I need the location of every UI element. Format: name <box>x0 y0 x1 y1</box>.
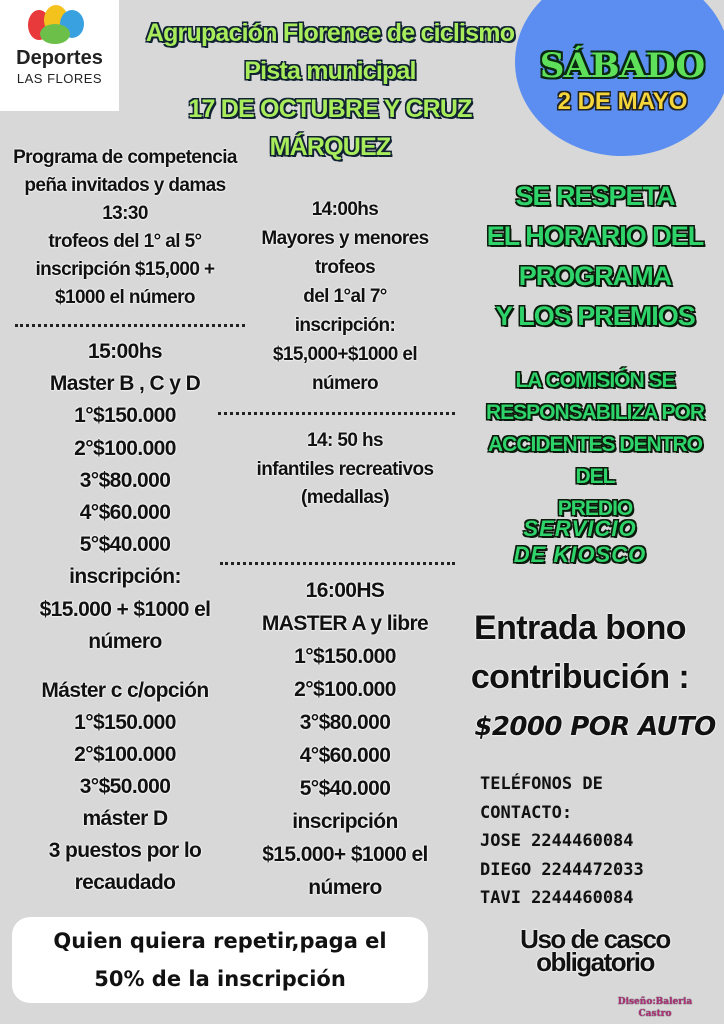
text-line: 2°$100.000 <box>74 436 176 460</box>
logo-petal-green <box>40 24 70 44</box>
text-line: 2°$100.000 <box>74 743 176 766</box>
date-badge-date: 2 DE MAYO <box>557 88 688 115</box>
notice-schedule <box>470 176 720 336</box>
text-line: PROGRAMA <box>518 261 672 291</box>
deportes-las-flores-logo <box>0 0 119 111</box>
text-line: Diseño:Baleria <box>617 997 693 1007</box>
text-line: $1000 el número <box>55 287 195 308</box>
text-line: Máster c c/opción <box>41 679 209 702</box>
program-block-1400 <box>220 195 470 398</box>
text-line: peña invitados y damas <box>24 175 226 196</box>
program-block-1330 <box>0 144 250 312</box>
text-line: número <box>311 373 379 394</box>
text-line: $15,000+$1000 el <box>272 344 418 365</box>
dotted-divider <box>15 324 245 327</box>
text-line: contribución : <box>470 658 690 696</box>
text-line: número <box>88 629 162 653</box>
text-line: máster D <box>82 807 168 830</box>
text-line: $15.000 + $1000 el <box>39 597 211 621</box>
text-line: RESPONSABILIZA POR <box>485 401 705 424</box>
text-line: Uso de casco <box>520 924 670 954</box>
text-line: Y LOS PREMIOS <box>495 301 695 331</box>
text-line: CONTACTO: <box>480 802 573 823</box>
text-line: trofeos <box>314 257 376 278</box>
repeat-notice-text <box>12 922 428 998</box>
text-line: $15.000+ $1000 el <box>262 843 428 866</box>
program-block-master-c <box>0 675 250 899</box>
text-line: inscripción <box>292 810 398 833</box>
text-line: DIEGO 2244472033 <box>480 859 644 880</box>
text-line: 1°$150.000 <box>74 404 176 428</box>
text-line: TAVI 2244460084 <box>480 888 634 908</box>
dotted-divider <box>218 412 455 415</box>
program-block-1500 <box>0 336 250 658</box>
text-line: trofeos del 1° al 5° <box>48 231 202 252</box>
contact-phones <box>480 770 720 913</box>
text-line: infantiles recreativos <box>256 458 434 480</box>
text-line: 5°$40.000 <box>299 777 391 800</box>
entry-fee-title <box>455 604 705 702</box>
text-line: 3°$80.000 <box>299 711 391 734</box>
text-line: SE RESPETA <box>515 181 675 211</box>
text-line: inscripción $15,000 + <box>35 259 215 280</box>
text-line: 4°$60.000 <box>299 744 391 767</box>
text-line: número <box>308 876 382 899</box>
text-line: Pista municipal <box>244 57 416 85</box>
helmet-notice <box>470 924 720 977</box>
program-block-1450 <box>220 427 470 513</box>
text-line: LA COMISIÓN SE <box>515 369 675 392</box>
text-line: Programa de competencia <box>13 147 237 168</box>
text-line: inscripción: <box>294 315 396 336</box>
entry-fee-price: $2000 POR AUTO <box>474 712 716 742</box>
text-line: SERVICIO <box>523 516 637 541</box>
notice-liability <box>470 365 720 525</box>
text-line: 1°$150.000 <box>74 711 176 734</box>
text-line: obligatorio <box>536 947 654 977</box>
text-line: 3 puestos por lo <box>48 839 202 862</box>
text-line: TELÉFONOS DE <box>480 774 603 794</box>
notice-kiosk <box>455 516 705 568</box>
program-block-1600 <box>220 574 470 904</box>
text-line: 13:30 <box>102 203 148 224</box>
text-line: Agrupación Florence de ciclismo <box>145 19 515 47</box>
text-line: Mayores y menores <box>261 228 429 249</box>
text-line: Castro <box>638 1009 672 1019</box>
text-line: JOSE 2244460084 <box>480 831 634 851</box>
text-line: 15:00hs <box>87 340 163 363</box>
text-line: (medallas) <box>301 487 389 508</box>
text-line: 16:00HS <box>305 579 385 602</box>
text-line: 1°$150.000 <box>294 645 396 668</box>
text-line: ACCIDENTES DENTRO DEL <box>487 433 702 488</box>
text-line: EL HORARIO DEL <box>486 221 704 251</box>
text-line: 3°$80.000 <box>79 468 171 492</box>
logo-title: Deportes <box>16 47 103 69</box>
text-line: 4°$60.000 <box>79 501 171 525</box>
text-line: 5°$40.000 <box>79 533 171 557</box>
text-line: Master B , C y D <box>49 372 201 396</box>
text-line: del 1°al 7° <box>303 286 387 307</box>
text-line: PREDIO <box>557 497 633 520</box>
text-line: Quien quiera repetir,paga el <box>53 929 387 953</box>
dotted-divider <box>220 562 455 565</box>
text-line: 14:00hs <box>311 199 379 220</box>
text-line: DE KIOSCO <box>513 542 647 567</box>
text-line: 3°$50.000 <box>79 775 171 798</box>
text-line: 14: 50 hs <box>307 430 383 451</box>
text-line: inscripción: <box>69 565 181 589</box>
text-line: Entrada bono <box>474 609 686 647</box>
design-credit <box>600 996 710 1020</box>
text-line: MASTER A y libre <box>261 612 429 635</box>
text-line: 2°$100.000 <box>294 678 396 701</box>
date-badge-day: SÁBADO <box>539 46 706 86</box>
text-line: 50% de la inscripción <box>94 967 346 991</box>
logo-subtitle: LAS FLORES <box>16 71 103 86</box>
text-line: recaudado <box>74 871 176 894</box>
text-line: 17 DE OCTUBRE Y CRUZ MÁRQUEZ <box>188 95 472 161</box>
